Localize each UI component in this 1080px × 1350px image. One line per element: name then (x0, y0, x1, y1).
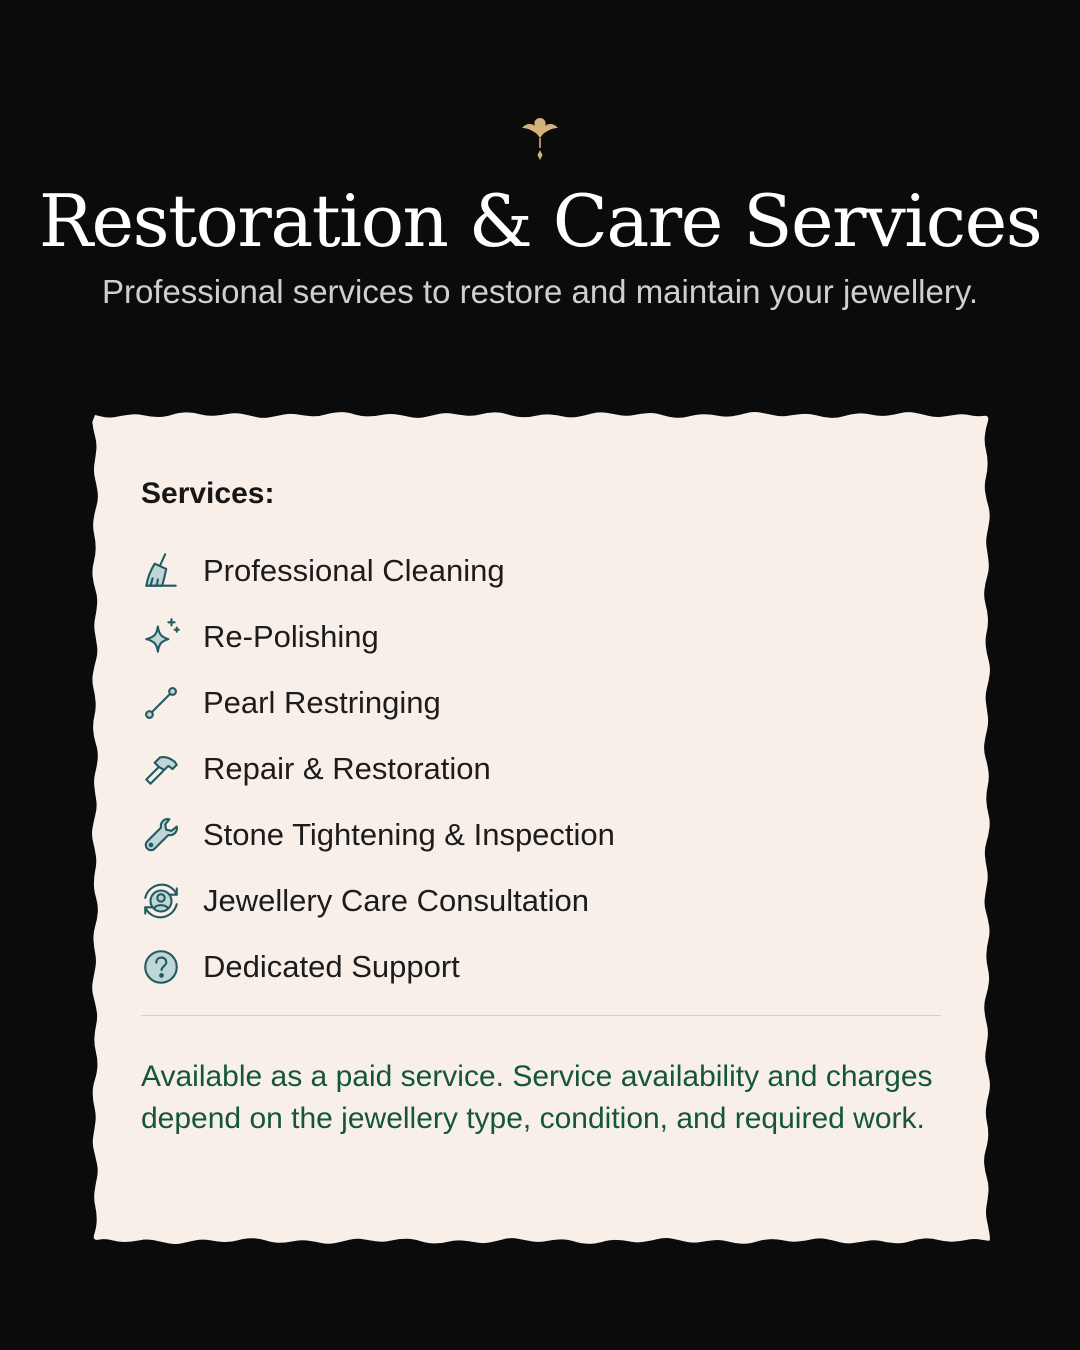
service-item-stone-tightening (139, 802, 615, 868)
service-label: Pearl Restringing (203, 685, 441, 720)
services-card (92, 414, 990, 1242)
service-item-consultation (139, 868, 615, 934)
service-item-polishing (139, 604, 615, 670)
service-item-support (139, 934, 615, 1000)
wrench-icon (139, 813, 183, 857)
string-nodes-icon (139, 681, 183, 725)
service-item-cleaning (139, 538, 615, 604)
pricing-note: Available as a paid service. Service availability and charges depend on the jewellery type, condition, and required work. (141, 1060, 933, 1135)
service-item-repair (139, 736, 615, 802)
service-label: Dedicated Support (203, 949, 460, 984)
user-refresh-icon (139, 879, 183, 923)
sparkles-icon (139, 615, 183, 659)
service-list (139, 538, 615, 1000)
hammer-icon (139, 747, 183, 791)
service-label: Jewellery Care Consultation (203, 883, 589, 918)
divider (141, 1015, 941, 1016)
broom-icon (139, 549, 183, 593)
services-heading: Services: (141, 477, 275, 510)
page-subtitle: Professional services to restore and maintain your jewellery. (101, 273, 979, 310)
service-label: Stone Tightening & Inspection (203, 817, 615, 852)
service-label: Repair & Restoration (203, 751, 491, 786)
service-item-restringing (139, 670, 615, 736)
question-circle-icon (139, 945, 183, 989)
page-title: Restoration & Care Services (38, 179, 1042, 263)
gold-fleur-icon (518, 114, 562, 166)
service-label: Re-Polishing (203, 619, 379, 654)
service-label: Professional Cleaning (203, 553, 505, 588)
